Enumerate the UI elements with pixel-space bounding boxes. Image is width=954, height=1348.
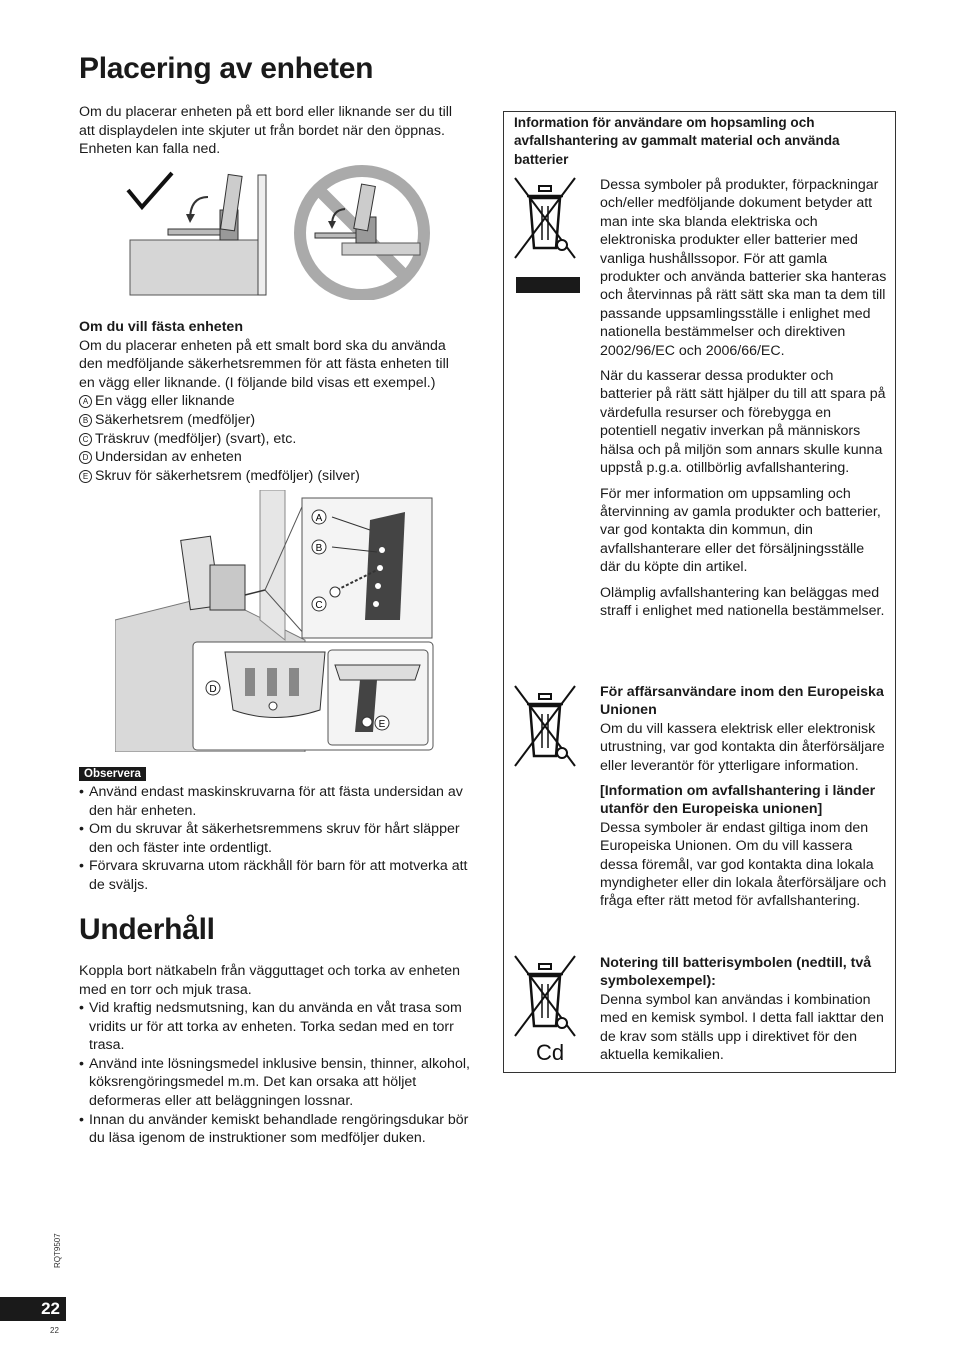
- unit-on-table: [168, 174, 242, 240]
- outside-eu-heading: [Information om avfallshantering i länder utanför den Europeiska unionen]: [600, 783, 876, 818]
- placement-illustration: [120, 165, 440, 300]
- page-number: 22: [0, 1297, 66, 1321]
- maintenance-list: [79, 999, 479, 1148]
- info-paragraph: Olämplig avfallshantering kan beläggas med straff i enlighet med nationella bestämmelser.: [600, 584, 885, 619]
- info-paragraph: För mer information om uppsamling och återvinning av gamla produkter och batterier, var god kontakta din kommun, din avfallshanterare eller det försäljningsställe där du köpte din artikel.: [600, 485, 881, 576]
- callout-e: E: [378, 719, 386, 730]
- small-page-number: 22: [50, 1326, 59, 1335]
- info-block-business: För affärsanvändare inom den Europeiska Unionen Om du vill kassera elektrisk eller elektronisk utrustning, var god kontakta din återförsäljare eller leverantör för ytterligare information. [Information om avfallshantering i länder utanför den Europeiska unionen] Dessa symboler är endast giltiga inom den Europeiska Unionen. Om du vill kassera dessa föremål, var god kontakta dina lokala myndigheter eller din lokala återförsäljare och fråga efter rätt metod för avfallshantering.: [600, 684, 887, 910]
- observe-badge: Observera: [79, 767, 146, 781]
- info-block-battery: Notering till batterisymbolen (nedtill, två symbolexempel): Denna symbol kan användas i kombination med en kemisk symbol. I detta fall iakttar den de krav som ställs upp i direktivet för den aktuella kemikalien.: [600, 955, 884, 1064]
- list-item: • Använd endast maskinskruvarna för att fästa undersidan av den här enheten.: [79, 783, 479, 820]
- crossed-bin-icon: [510, 954, 580, 1066]
- attach-section: Om du vill fästa enheten Om du placerar enheten på ett smalt bord ska du använda den medföljande säkerhetsremmen för att fästa enheten till en vägg eller liknande. (I följande bild visas ett exempel.) A En vägg eller liknande B Säkerhetsrem (medföljer) C Träskruv (medföljer) (svart), etc. D Undersidan av enheten E Skruv för säkerhetsrem (medföljer) (silver): [79, 318, 484, 485]
- info-block-general: [600, 176, 888, 627]
- battery-heading: Notering till batterisymbolen (nedtill, två symbolexempel):: [600, 955, 872, 990]
- part-d: D Undersidan av enheten: [79, 448, 484, 467]
- callout-a: A: [315, 513, 323, 524]
- page-title-placering: Placering av enheten: [79, 52, 374, 85]
- info-box-title: Information för användare om hopsamling och avfallshantering av gammalt material och använda batterier: [514, 115, 840, 167]
- list-item: • Om du skruvar åt säkerhetsremmens skruv för hårt släpper den och fäster inte ordentligt.: [79, 820, 479, 857]
- document-code: RQT9507: [53, 1233, 62, 1268]
- part-a: A En vägg eller liknande: [79, 392, 484, 411]
- info-paragraph: Dessa symboler på produkter, förpackningar och/eller medföljande dokument betyder att man inte ska blanda elektriska och elektroniska produkter eller batterier med vanliga hushållssopor. För att gamla produkter och använda batterier ska hanteras och återvinnas på rätt sätt ska man ta dem till passande uppsamlingsställe i enlighet med nationella bestämmelser och direktiven 2002/96/EC och 2006/66/EC.: [600, 177, 887, 359]
- part-e: E Skruv för säkerhetsrem (medföljer) (silver): [79, 467, 484, 486]
- list-item: • Vid kraftig nedsmutsning, kan du använda en våt trasa som vridits ur för att torka av enheten. Torka sedan med en torr trasa.: [79, 999, 479, 1055]
- callout-b: B: [315, 543, 323, 554]
- maintenance-intro: Koppla bort nätkabeln från vägguttaget och torka av enheten med en torr och mjuk trasa.: [79, 963, 460, 998]
- strap-illustration: [115, 490, 440, 752]
- info-paragraph: När du kasserar dessa produkter och batterier på rätt sätt hjälper du till att spara på värdefulla resurser och förebygga en potentiell negativ inverkan på människors hälsa och på miljön som annars skulle kunna uppstå p.g.a. otillbörlig avfallshantering.: [600, 368, 886, 477]
- crossed-bin-icon: [510, 684, 580, 770]
- crossed-bin-icon: [510, 176, 580, 296]
- placement-intro: Om du placerar enheten på ett bord eller liknande ser du till att displaydelen inte skjuter ut från bordet när den öppnas. Enheten kan falla ned.: [79, 104, 453, 158]
- part-b: B Säkerhetsrem (medföljer): [79, 411, 484, 430]
- observe-list: [79, 783, 479, 895]
- business-heading: För affärsanvändare inom den Europeiska Unionen: [600, 684, 884, 719]
- callout-c: C: [315, 600, 323, 611]
- chemical-symbol: Cd: [535, 1040, 565, 1065]
- page-title-underhall: Underhåll: [79, 913, 215, 946]
- list-item: • Använd inte lösningsmedel inklusive bensin, thinner, alkohol, köksrengöringsmedel m.m. Det kan orsaka att höljet deformeras eller att beläggningen lossnar.: [79, 1055, 479, 1111]
- part-c: C Träskruv (medföljer) (svart), etc.: [79, 430, 484, 449]
- list-item: • Innan du använder kemiskt behandlade rengöringsdukar bör du läsa igenom de instruktioner som medföljer duken.: [79, 1111, 479, 1148]
- callout-d: D: [209, 684, 217, 695]
- checkmark-icon: [128, 173, 172, 207]
- list-item: • Förvara skruvarna utom räckhåll för barn för att motverka att de sväljs.: [79, 857, 479, 894]
- attach-heading: Om du vill fästa enheten: [79, 319, 243, 335]
